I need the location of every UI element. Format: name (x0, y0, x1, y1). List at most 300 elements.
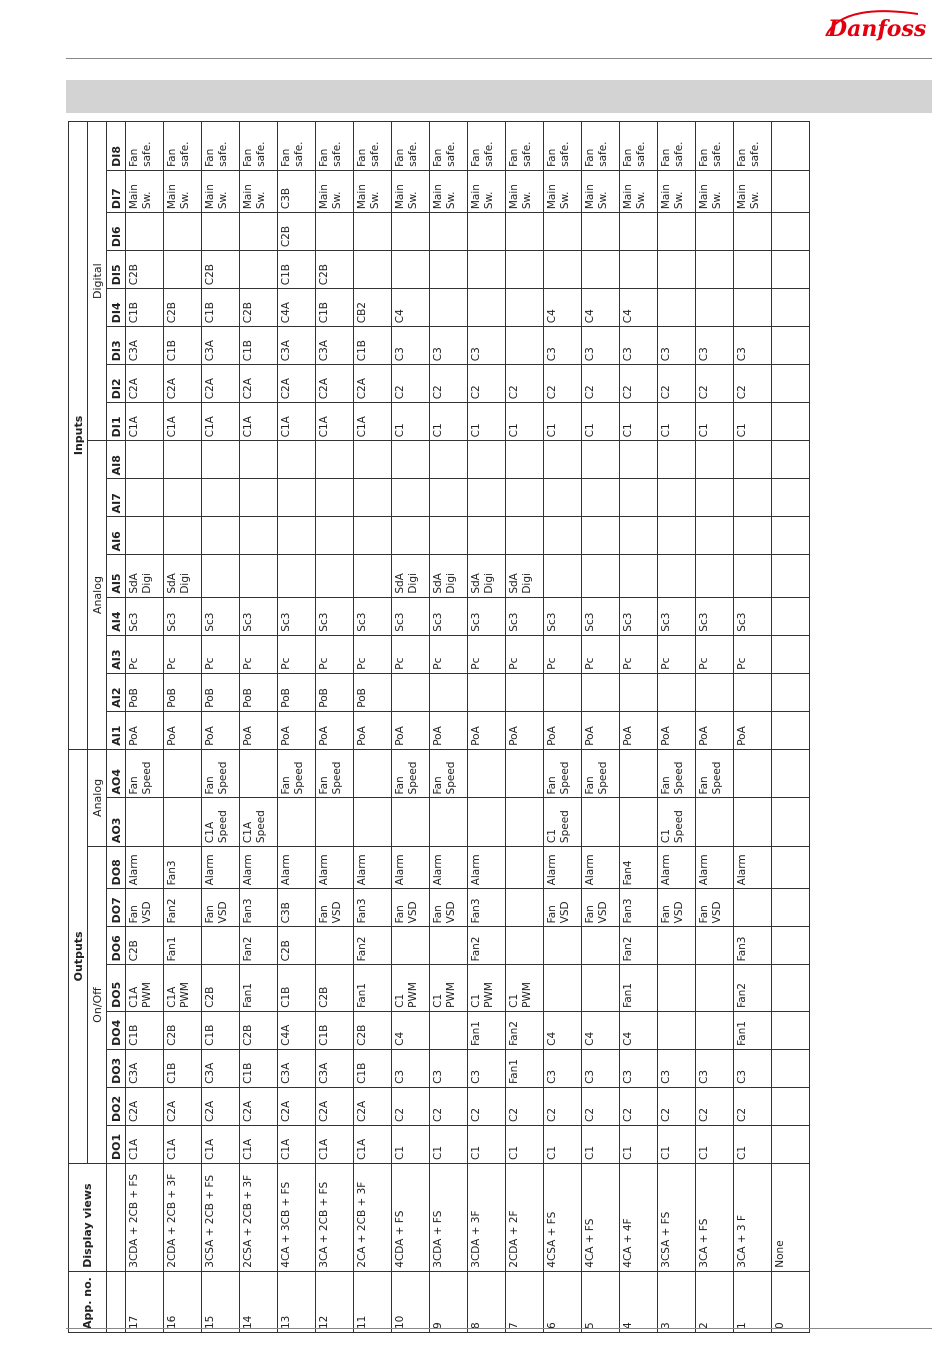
column-header-do3: DO3 (107, 1049, 126, 1087)
io-cell (620, 749, 658, 798)
app-no-cell: 0 (772, 1271, 810, 1332)
io-cell: C2 (392, 365, 430, 403)
io-cell (772, 122, 810, 171)
table-row (544, 122, 582, 1333)
io-cell (620, 555, 658, 597)
table-row (202, 122, 240, 1333)
danfoss-logo (818, 6, 928, 46)
column-header-di2: DI2 (107, 365, 126, 403)
io-cell: C2B (126, 251, 164, 289)
header-app-no: App. no. (69, 1271, 107, 1332)
io-cell: Sc3 (202, 597, 240, 635)
io-cell: Pc (126, 635, 164, 673)
io-cell: PoA (392, 711, 430, 749)
app-no-cell: 14 (240, 1271, 278, 1332)
io-cell: C4 (582, 1011, 620, 1049)
io-cell (316, 517, 354, 555)
io-cell (126, 213, 164, 251)
io-cell (506, 517, 544, 555)
io-cell (202, 517, 240, 555)
io-cell: PoA (202, 711, 240, 749)
io-cell (772, 170, 810, 212)
io-cell (430, 927, 468, 965)
io-cell: Pc (658, 635, 696, 673)
io-cell: C2A (126, 1087, 164, 1125)
io-cell: C1 (582, 1125, 620, 1163)
app-no-cell: 8 (468, 1271, 506, 1332)
table-row (468, 122, 506, 1333)
io-cell: C3A (126, 1049, 164, 1087)
io-cell: C3A (316, 1049, 354, 1087)
io-cell: Main Sw. (126, 170, 164, 212)
io-cell (772, 889, 810, 927)
io-cell: C3A (316, 327, 354, 365)
io-cell: PoA (544, 711, 582, 749)
io-cell: Fan1 (734, 1011, 772, 1049)
io-cell (734, 749, 772, 798)
io-cell: C2 (468, 1087, 506, 1125)
io-cell (772, 1011, 810, 1049)
io-cell (620, 213, 658, 251)
io-cell: C4 (544, 289, 582, 327)
io-cell (506, 289, 544, 327)
io-cell: Fan2 (354, 927, 392, 965)
io-cell (392, 798, 430, 847)
io-cell: C3 (658, 327, 696, 365)
io-cell (582, 441, 620, 479)
io-cell (278, 798, 316, 847)
io-cell (506, 889, 544, 927)
io-cell: CB2 (354, 289, 392, 327)
io-cell: C3 (658, 1049, 696, 1087)
io-cell (126, 479, 164, 517)
io-cell: C2 (506, 1087, 544, 1125)
column-header-do1: DO1 (107, 1125, 126, 1163)
io-cell: C3A (278, 327, 316, 365)
table-row (354, 122, 392, 1333)
io-cell: Fan VSD (544, 889, 582, 927)
io-cell: C1 (392, 403, 430, 441)
footer-rule (66, 1328, 932, 1329)
io-cell (164, 798, 202, 847)
io-cell: Pc (468, 635, 506, 673)
io-cell (392, 479, 430, 517)
display-view-cell: 3CSA + FS (658, 1163, 696, 1271)
io-cell: C2A (202, 365, 240, 403)
io-cell: C4 (620, 1011, 658, 1049)
io-cell: Fan VSD (126, 889, 164, 927)
io-cell (354, 213, 392, 251)
io-cell: SdA Digi (164, 555, 202, 597)
io-cell (430, 673, 468, 711)
io-cell: Fan safe. (582, 122, 620, 171)
table-row (240, 122, 278, 1333)
io-cell: C2B (240, 289, 278, 327)
io-cell: C1B (354, 1049, 392, 1087)
header-outputs-on-off: On/Off (88, 847, 107, 1164)
io-cell (658, 927, 696, 965)
io-cell (734, 555, 772, 597)
column-header-ai1: AI1 (107, 711, 126, 749)
io-cell (316, 213, 354, 251)
column-header-ai2: AI2 (107, 673, 126, 711)
app-no-cell: 12 (316, 1271, 354, 1332)
header-rule (66, 58, 932, 59)
io-cell: C2 (734, 1087, 772, 1125)
table-row (696, 122, 734, 1333)
io-cell: C2A (240, 1087, 278, 1125)
io-cell: C2B (126, 927, 164, 965)
io-cell: Main Sw. (696, 170, 734, 212)
io-cell: Fan safe. (620, 122, 658, 171)
table-row (620, 122, 658, 1333)
io-cell (430, 1011, 468, 1049)
display-view-cell: 3CDA + 2CB + FS (126, 1163, 164, 1271)
io-cell: Fan safe. (506, 122, 544, 171)
io-cell (354, 749, 392, 798)
io-cell: PoA (126, 711, 164, 749)
io-cell (772, 213, 810, 251)
display-view-cell: 2CA + 2CB + 3F (354, 1163, 392, 1271)
io-cell: C3 (468, 1049, 506, 1087)
io-cell: Alarm (658, 847, 696, 889)
io-cell (354, 555, 392, 597)
io-cell: PoA (278, 711, 316, 749)
io-cell: Sc3 (278, 597, 316, 635)
io-cell (734, 441, 772, 479)
io-cell: PoA (468, 711, 506, 749)
io-cell: C1A (278, 1125, 316, 1163)
io-cell: SdA Digi (506, 555, 544, 597)
io-cell (544, 213, 582, 251)
io-cell: Fan4 (620, 847, 658, 889)
io-cell (392, 251, 430, 289)
io-cell: PoA (240, 711, 278, 749)
column-header-ai7: AI7 (107, 479, 126, 517)
io-cell (734, 213, 772, 251)
io-cell: Main Sw. (734, 170, 772, 212)
io-cell: PoB (278, 673, 316, 711)
io-cell: C1A PWM (164, 965, 202, 1011)
io-cell (734, 251, 772, 289)
io-cell: C1A (240, 403, 278, 441)
header-inputs-analog: Analog (88, 441, 107, 749)
io-cell: Pc (506, 635, 544, 673)
display-view-cell: 4CA + 4F (620, 1163, 658, 1271)
io-cell: Fan Speed (316, 749, 354, 798)
io-cell (468, 479, 506, 517)
io-cell: C1B (316, 289, 354, 327)
io-cell: Fan VSD (316, 889, 354, 927)
io-cell: C1 (430, 403, 468, 441)
io-cell: C1 (620, 403, 658, 441)
io-cell: C1 (658, 1125, 696, 1163)
table-row (126, 122, 164, 1333)
io-cell: C1A (354, 1125, 392, 1163)
io-cell: Fan safe. (544, 122, 582, 171)
io-cell (772, 517, 810, 555)
io-cell: Alarm (278, 847, 316, 889)
io-cell (506, 749, 544, 798)
io-cell (316, 441, 354, 479)
application-io-table (68, 121, 810, 1333)
app-no-cell: 17 (126, 1271, 164, 1332)
io-cell (582, 517, 620, 555)
io-cell: C2A (202, 1087, 240, 1125)
io-cell: Sc3 (658, 597, 696, 635)
display-view-cell: 3CA + 2CB + FS (316, 1163, 354, 1271)
io-cell (772, 927, 810, 965)
rotated-table-wrapper (68, 121, 786, 1333)
io-cell: Fan VSD (696, 889, 734, 927)
io-cell: C1A (126, 1125, 164, 1163)
column-header-do2: DO2 (107, 1087, 126, 1125)
display-view-cell: 3CSA + 2CB + FS (202, 1163, 240, 1271)
io-cell: Fan safe. (126, 122, 164, 171)
io-cell: Fan2 (506, 1011, 544, 1049)
io-cell: C3A (126, 327, 164, 365)
io-cell (734, 517, 772, 555)
io-cell: PoA (582, 711, 620, 749)
header-blank (107, 1163, 126, 1271)
table-row (772, 122, 810, 1333)
io-cell: PoA (506, 711, 544, 749)
io-cell: C3A (278, 1049, 316, 1087)
table-row (278, 122, 316, 1333)
io-cell: C3B (278, 170, 316, 212)
column-header-do8: DO8 (107, 847, 126, 889)
io-cell (240, 555, 278, 597)
display-view-cell: 2CDA + 2F (506, 1163, 544, 1271)
io-cell: C2 (658, 365, 696, 403)
io-cell: Fan1 (240, 965, 278, 1011)
io-cell (202, 479, 240, 517)
io-cell (544, 441, 582, 479)
io-cell: C3 (696, 327, 734, 365)
table-row (430, 122, 468, 1333)
io-cell: Pc (734, 635, 772, 673)
io-cell: C4 (582, 289, 620, 327)
io-cell (544, 927, 582, 965)
column-header-do4: DO4 (107, 1011, 126, 1049)
app-no-cell: 10 (392, 1271, 430, 1332)
io-cell: C1A (278, 403, 316, 441)
io-cell (354, 798, 392, 847)
io-cell: Fan VSD (430, 889, 468, 927)
io-cell: C1 Speed (544, 798, 582, 847)
io-cell: Alarm (126, 847, 164, 889)
column-header-ai5: AI5 (107, 555, 126, 597)
io-cell: Fan1 (164, 927, 202, 965)
io-cell: Main Sw. (392, 170, 430, 212)
io-cell: Pc (392, 635, 430, 673)
io-cell: Sc3 (240, 597, 278, 635)
io-cell: Main Sw. (316, 170, 354, 212)
io-cell: Main Sw. (582, 170, 620, 212)
io-cell: C1 PWM (430, 965, 468, 1011)
io-cell: Sc3 (582, 597, 620, 635)
io-cell (278, 517, 316, 555)
column-header-di4: DI4 (107, 289, 126, 327)
io-cell (582, 798, 620, 847)
io-cell: C1 PWM (392, 965, 430, 1011)
io-cell: Pc (544, 635, 582, 673)
io-cell (430, 441, 468, 479)
io-cell (658, 555, 696, 597)
table-row (582, 122, 620, 1333)
io-cell (126, 441, 164, 479)
io-cell (734, 673, 772, 711)
io-cell: C2B (202, 251, 240, 289)
io-cell: Fan2 (468, 927, 506, 965)
io-cell: C2 (620, 365, 658, 403)
header-display-views: Display views (69, 1163, 107, 1271)
io-cell (430, 479, 468, 517)
table-row (658, 122, 696, 1333)
app-no-cell: 4 (620, 1271, 658, 1332)
io-cell: C2 (620, 1087, 658, 1125)
io-cell: C3A (202, 1049, 240, 1087)
io-cell: C3 (734, 327, 772, 365)
io-cell (164, 749, 202, 798)
io-cell (506, 927, 544, 965)
io-cell (620, 479, 658, 517)
io-cell: C1B (354, 327, 392, 365)
io-cell: C2A (126, 365, 164, 403)
io-cell (620, 517, 658, 555)
io-cell: C1 (544, 1125, 582, 1163)
table-body (126, 122, 810, 1333)
io-cell (772, 673, 810, 711)
io-cell: Main Sw. (468, 170, 506, 212)
io-cell: C3B (278, 889, 316, 927)
column-header-di5: DI5 (107, 251, 126, 289)
io-cell (126, 798, 164, 847)
table-row (164, 122, 202, 1333)
app-no-cell: 5 (582, 1271, 620, 1332)
io-cell: PoB (126, 673, 164, 711)
io-cell: C2B (278, 927, 316, 965)
io-cell: Fan safe. (468, 122, 506, 171)
io-cell: Sc3 (126, 597, 164, 635)
app-no-cell: 15 (202, 1271, 240, 1332)
io-cell (240, 517, 278, 555)
io-cell (582, 673, 620, 711)
io-cell (468, 798, 506, 847)
io-cell: C1 (658, 403, 696, 441)
io-cell: C2 (696, 365, 734, 403)
io-cell: C1 (734, 1125, 772, 1163)
io-cell (506, 213, 544, 251)
io-cell (658, 479, 696, 517)
io-cell: PoB (316, 673, 354, 711)
table-row (734, 122, 772, 1333)
io-cell: Pc (582, 635, 620, 673)
io-cell: Fan VSD (658, 889, 696, 927)
io-cell (430, 289, 468, 327)
section-title-bar (66, 80, 932, 113)
io-cell: C2 (734, 365, 772, 403)
io-cell: C2 (544, 1087, 582, 1125)
column-header-do7: DO7 (107, 889, 126, 927)
io-cell (582, 965, 620, 1011)
io-cell: C2A (354, 1087, 392, 1125)
app-no-cell: 2 (696, 1271, 734, 1332)
io-cell: Fan1 (354, 965, 392, 1011)
io-cell: PoB (240, 673, 278, 711)
io-cell: C4A (278, 1011, 316, 1049)
io-cell (734, 798, 772, 847)
io-cell (240, 251, 278, 289)
io-cell: PoB (164, 673, 202, 711)
io-cell (278, 441, 316, 479)
io-cell (316, 798, 354, 847)
io-cell: C1A Speed (202, 798, 240, 847)
io-cell: C1B (316, 1011, 354, 1049)
io-cell (696, 965, 734, 1011)
io-cell: Fan VSD (202, 889, 240, 927)
io-cell: Alarm (392, 847, 430, 889)
io-cell (506, 847, 544, 889)
io-cell: Fan safe. (164, 122, 202, 171)
io-cell (544, 673, 582, 711)
io-cell (278, 479, 316, 517)
io-cell: Fan Speed (696, 749, 734, 798)
io-cell: C1A PWM (126, 965, 164, 1011)
io-cell: Pc (316, 635, 354, 673)
io-cell: C1 (468, 403, 506, 441)
io-cell: SdA Digi (126, 555, 164, 597)
display-view-cell: 4CDA + FS (392, 1163, 430, 1271)
io-cell (240, 441, 278, 479)
display-view-cell: 4CSA + FS (544, 1163, 582, 1271)
io-cell: C2B (316, 965, 354, 1011)
io-cell: C1 (696, 1125, 734, 1163)
io-cell: Fan1 (620, 965, 658, 1011)
io-cell: C1B (278, 965, 316, 1011)
io-cell (164, 479, 202, 517)
io-cell: Fan2 (164, 889, 202, 927)
io-cell: C2 (544, 365, 582, 403)
io-cell: C1 PWM (468, 965, 506, 1011)
io-cell: Fan safe. (316, 122, 354, 171)
io-cell: C1B (202, 1011, 240, 1049)
io-cell (468, 749, 506, 798)
io-cell (696, 517, 734, 555)
io-cell: Main Sw. (240, 170, 278, 212)
io-cell: Fan safe. (734, 122, 772, 171)
io-cell: Alarm (468, 847, 506, 889)
io-cell: Alarm (354, 847, 392, 889)
io-cell: C2 (506, 365, 544, 403)
io-cell (620, 251, 658, 289)
io-cell (468, 251, 506, 289)
io-cell: C3 (544, 1049, 582, 1087)
io-cell: Pc (202, 635, 240, 673)
io-cell: C1A (164, 1125, 202, 1163)
io-cell: Fan3 (240, 889, 278, 927)
io-cell (164, 213, 202, 251)
io-cell (620, 673, 658, 711)
io-cell: Fan3 (468, 889, 506, 927)
io-cell (506, 798, 544, 847)
io-cell: Sc3 (316, 597, 354, 635)
io-cell (240, 213, 278, 251)
io-cell: Fan Speed (202, 749, 240, 798)
io-cell: Fan Speed (392, 749, 430, 798)
io-cell: C2A (240, 365, 278, 403)
io-cell: Pc (696, 635, 734, 673)
